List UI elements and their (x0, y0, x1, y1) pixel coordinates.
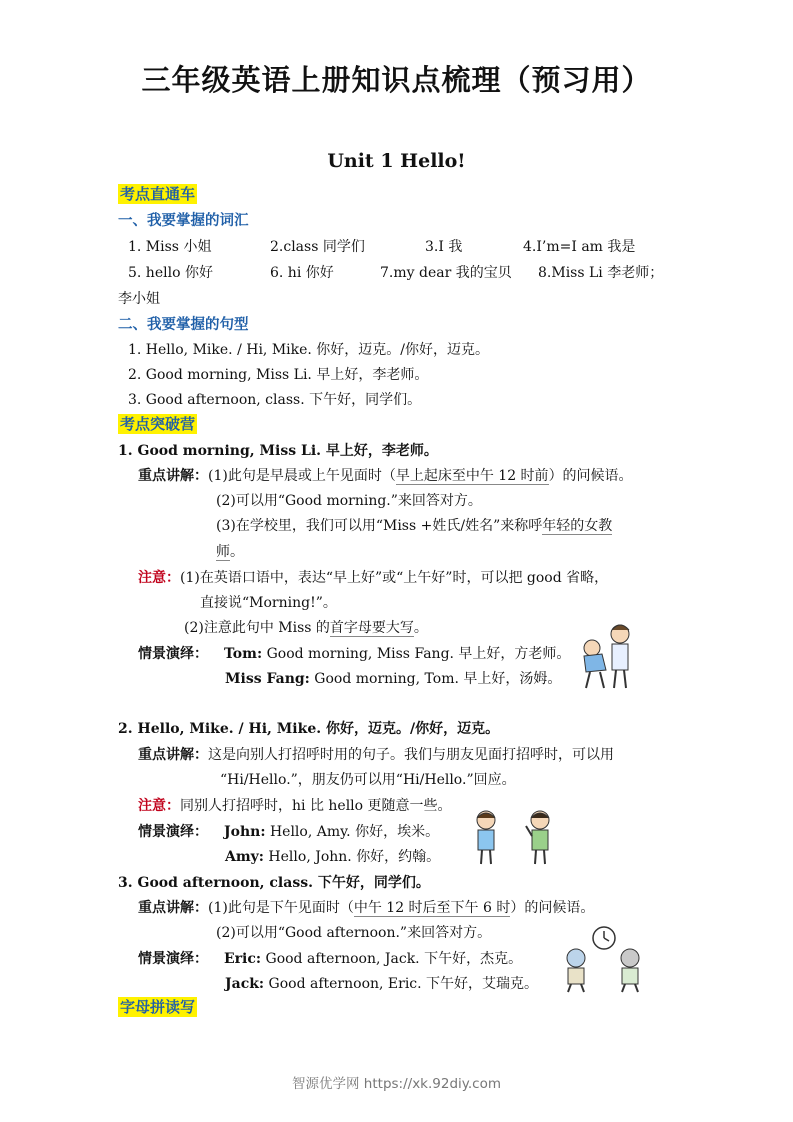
animals-clock-illustration (558, 924, 648, 994)
point1-key-3-wrap: 师。 (216, 544, 244, 560)
point1-scene-1: 情景演绎： Tom: Good morning, Miss Fang. 早上好，方老师。 (138, 646, 571, 662)
vocab-item: 2.class 同学们 (270, 239, 365, 255)
vocab-item: 4.I’m=I am 我是 (523, 239, 636, 255)
teacher-student-illustration (572, 620, 642, 692)
point3-key-2: (2)可以用“Good afternoon.”来回答对方。 (216, 925, 492, 941)
vocab-heading: 一、我要掌握的词汇 (118, 213, 249, 229)
section-tag-zimu: 字母拼读写 (120, 998, 196, 1016)
sentence-item: 3. Good afternoon, class. 下午好，同学们。 (128, 392, 422, 408)
vocab-item: 5. hello 你好 (128, 265, 213, 281)
vocab-item: 3.I 我 (425, 239, 463, 255)
point2-note: 注意：同别人打招呼时，hi 比 hello 更随意一些。 (138, 798, 452, 814)
point2-key-1-wrap: “Hi/Hello.”，朋友仍可以用“Hi/Hello.”回应。 (220, 772, 516, 788)
section-tag-kaodian: 考点直通车 (120, 185, 196, 203)
point2-heading: 2. Hello, Mike. / Hi, Mike. 你好，迈克。/你好，迈克。 (118, 721, 500, 737)
point3-key-1: 重点讲解：(1)此句是下午见面时（中午 12 时后至下午 6 时）的问候语。 (138, 900, 595, 916)
sentence-item: 1. Hello, Mike. / Hi, Mike. 你好，迈克。/你好，迈克。 (128, 342, 490, 358)
point1-heading: 1. Good morning, Miss Li. 早上好，李老师。 (118, 443, 438, 459)
section-tag-tupo: 考点突破营 (120, 415, 196, 433)
point1-note-2: (2)注意此句中 Miss 的首字母要大写。 (184, 620, 428, 636)
vocab-item: 8.Miss Li 李老师； (538, 265, 664, 281)
point1-scene-2: Miss Fang: Good morning, Tom. 早上好，汤姆。 (225, 671, 562, 687)
footer-watermark: 智源优学网 https://xk.92diy.com (292, 1076, 501, 1092)
point3-scene-1: 情景演绎： Eric: Good afternoon, Jack. 下午好，杰克。 (138, 951, 523, 967)
point1-key-2: (2)可以用“Good morning.”来回答对方。 (216, 493, 482, 509)
vocab-item-wrap: 李小姐 (118, 291, 160, 307)
vocab-item: 6. hi 你好 (270, 265, 334, 281)
children-greeting-illustration (470, 808, 560, 866)
point1-note-1: 注意：(1)在英语口语中，表达“早上好”或“上午好”时，可以把 good 省略， (138, 570, 609, 586)
sentence-item: 2. Good morning, Miss Li. 早上好，李老师。 (128, 367, 429, 383)
point1-key-3: (3)在学校里，我们可以用“Miss +姓氏/姓名”来称呼年轻的女教 (216, 518, 613, 534)
point2-scene-1: 情景演绎： John: Hello, Amy. 你好，埃米。 (138, 824, 440, 840)
point1-key-1: 重点讲解：(1)此句是早晨或上午见面时（早上起床至中午 12 时前）的问候语。 (138, 468, 633, 484)
point3-scene-2: Jack: Good afternoon, Eric. 下午好，艾瑞克。 (225, 976, 539, 992)
point2-scene-2: Amy: Hello, John. 你好，约翰。 (225, 849, 441, 865)
vocab-item: 7.my dear 我的宝贝 (380, 265, 512, 281)
unit-title: Unit 1 Hello! (327, 150, 466, 172)
point1-note-1-wrap: 直接说“Morning!”。 (200, 595, 337, 611)
point2-key-1: 重点讲解：这是向别人打招呼时用的句子。我们与朋友见面打招呼时，可以用 (138, 747, 614, 763)
page-title: 三年级英语上册知识点梳理（预习用） (141, 63, 652, 97)
sentence-heading: 二、我要掌握的句型 (118, 317, 249, 333)
vocab-item: 1. Miss 小姐 (128, 239, 212, 255)
point3-heading: 3. Good afternoon, class. 下午好，同学们。 (118, 875, 430, 891)
